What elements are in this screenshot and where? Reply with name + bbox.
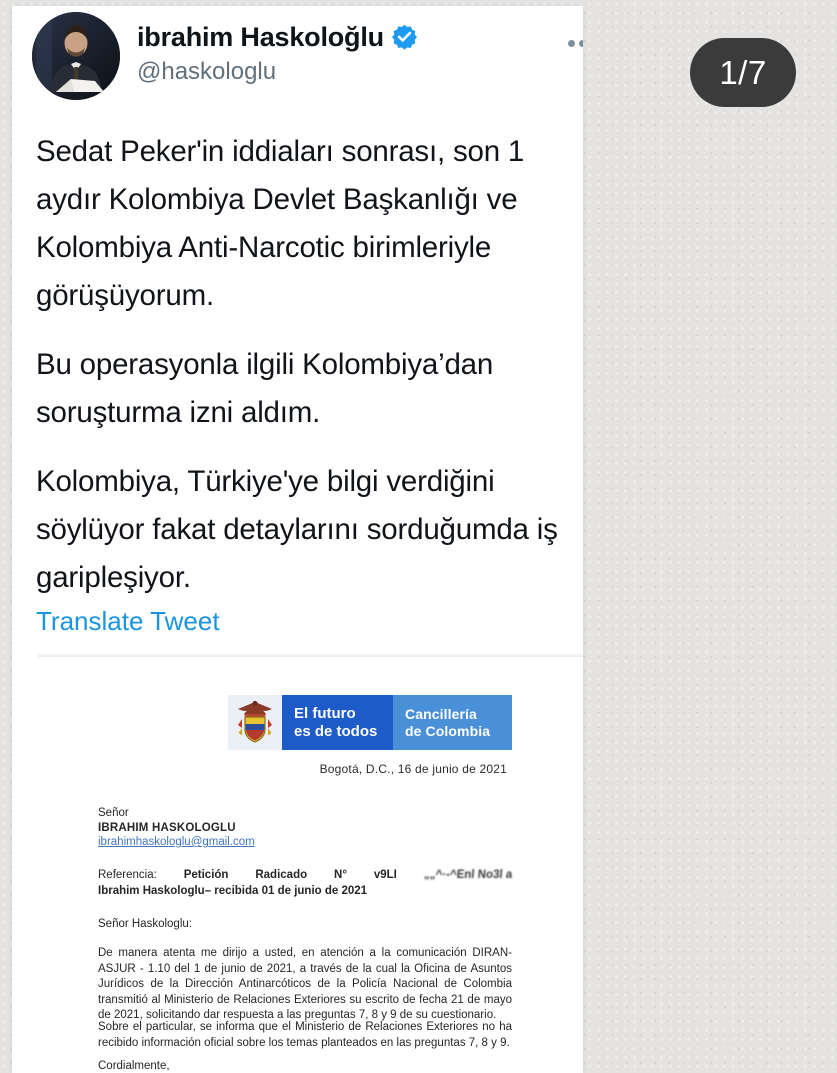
page-counter-badge: 1/7: [690, 38, 796, 107]
letter-paragraph: De manera atenta me dirijo a usted, en atención a la comunicación DIRAN-ASJUR - 1.10 del 1 de junio de 2021, a través de la cual la Oficina de Asuntos Jurídicos de la Dirección Antinarcóticos de la Policía Nacional de Colombia transmitió al Ministerio de Relaciones Exteriores su escrito de fecha 21 de mayo de 2021, solicitando dar respuesta a las preguntas 7, 8 y 9 de su cuestionario.: [98, 947, 512, 1022]
addressee-email-link[interactable]: ibrahimhaskologlu@gmail.com: [98, 836, 255, 848]
author-name-label: ibrahim Haskoloğlu: [137, 22, 384, 52]
colombia-coat-of-arms-icon: [228, 695, 282, 750]
letter-paragraph: Sobre el particular, se informa que el Ministerio de Relaciones Exteriores no ha recibido información oficial sobre los temas planteados en las preguntas 7, 8 y 9.: [98, 1021, 512, 1049]
reference-label: Referencia:: [98, 869, 157, 881]
banner-org-line2: de Colombia: [405, 722, 491, 739]
letter-reference: [98, 868, 512, 899]
reference-word: N°: [334, 869, 347, 881]
more-options-icon[interactable]: [568, 40, 583, 48]
reference-smudged-text: „„^·-^Enl No3l a: [423, 869, 513, 881]
addressee-salutation: Señor: [98, 807, 129, 819]
addressee-name: IBRAHIM HASKOLOGLU: [98, 821, 236, 834]
cancilleria-banner: [228, 695, 512, 750]
letter-addressee: [98, 806, 255, 850]
banner-slogan-line1: El futuro: [294, 704, 356, 722]
verified-badge-icon: [391, 23, 418, 57]
letter-dateline: Bogotá, D.C., 16 de junio de 2021: [319, 762, 507, 776]
tweet-screenshot-card: [12, 6, 583, 1073]
divider: [38, 654, 583, 657]
reference-word: Radicado: [255, 869, 308, 881]
reference-line2: Ibrahim Haskologlu– recibida 01 de junio de 2021: [98, 885, 368, 897]
tweet-paragraph: Sedat Peker'in iddiaları sonrası, son 1 aydır Kolombiya Devlet Başkanlığı ve Kolombiya Anti-Narcotic birimleriyle görüşüyorum.: [36, 135, 525, 312]
tweet-text: [36, 128, 583, 623]
reference-word: v9LI: [373, 869, 397, 881]
tweet-paragraph: Kolombiya, Türkiye'ye bilgi verdiğini söylüyor fakat detaylarını sorduğumda iş garipleşiyor.: [36, 465, 558, 594]
translate-tweet-link[interactable]: Translate Tweet: [36, 606, 220, 636]
tweet-paragraph: Bu operasyonla ilgili Kolombiya’dan soruşturma izni aldım.: [36, 348, 494, 429]
banner-org: [393, 695, 512, 750]
avatar-image: [32, 12, 120, 100]
banner-org-line1: Cancillería: [405, 705, 477, 722]
banner-slogan: [282, 695, 393, 750]
letter-closing: Cordialmente,: [98, 1060, 170, 1072]
banner-slogan-line2: es de todos: [294, 722, 378, 740]
author-handle[interactable]: @haskologlu: [137, 58, 277, 85]
letter-greeting: Señor Haskologlu:: [98, 918, 192, 930]
reference-word: Petición: [183, 869, 229, 881]
author-name[interactable]: [137, 22, 418, 57]
avatar[interactable]: [32, 12, 120, 100]
